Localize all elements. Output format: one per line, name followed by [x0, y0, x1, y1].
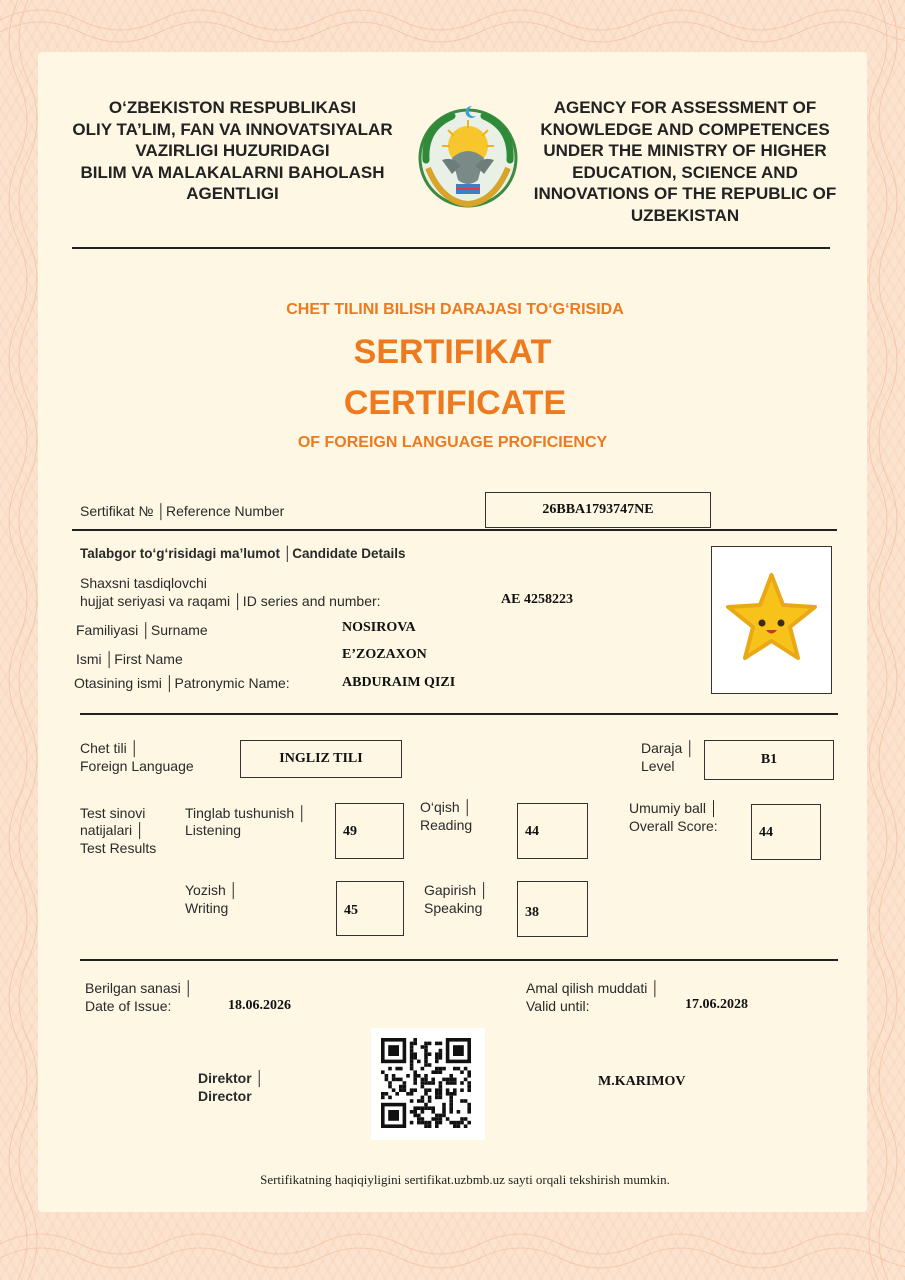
- language-value: INGLIZ TILI: [279, 751, 363, 766]
- header-left: [55, 97, 410, 205]
- director-label-line2: Director: [198, 1088, 252, 1104]
- level-box: [704, 740, 834, 780]
- header-right: [520, 97, 850, 226]
- issue-label-line2: Date of Issue:: [85, 998, 172, 1014]
- listening-value: 49: [343, 824, 357, 839]
- header-left-line: O‘ZBEKISTON RESPUBLIKASI: [108, 98, 357, 117]
- speaking-box: [517, 881, 588, 937]
- id-label-line2: hujjat seriyasi va raqami │ID series and number:: [80, 593, 381, 609]
- language-box: [240, 740, 402, 778]
- candidate-photo: [711, 546, 832, 694]
- valid-label-line2: Valid until:: [526, 998, 590, 1014]
- valid-value: 17.06.2028: [685, 997, 748, 1012]
- level-value: B1: [760, 752, 778, 767]
- id-label-line1: Shaxsni tasdiqlovchi: [80, 575, 207, 591]
- header-right-line: EDUCATION, SCIENCE AND: [572, 162, 798, 182]
- candidate-section-label: Talabgor to‘g‘risidagi ma’lumot │Candidate Details: [80, 546, 406, 561]
- level-label-line2: Level: [641, 758, 675, 774]
- header-left-line: VAZIRLIGI HUZURIDAGI: [135, 141, 330, 160]
- language-label-line1: Chet tili │: [80, 740, 140, 756]
- header-right-line: UZBEKISTAN: [630, 205, 740, 225]
- language-label-line2: Foreign Language: [80, 758, 194, 774]
- state-emblem-icon: [412, 100, 524, 212]
- overall-label-line2: Overall Score:: [629, 818, 718, 834]
- subtitle-uz: CHET TILINI BILISH DARAJASI TO‘G‘RISIDA: [286, 301, 624, 318]
- patronymic-value: ABDURAIM QIZI: [342, 675, 456, 690]
- results-label-line2: natijalari │: [80, 822, 145, 838]
- issue-value: 18.06.2026: [228, 998, 291, 1013]
- reference-box: [485, 492, 711, 528]
- results-label-line3: Test Results: [80, 840, 157, 856]
- reference-value: 26BBA1793747NE: [542, 502, 654, 517]
- first-name-value: E’ZOZAXON: [342, 647, 427, 662]
- header-right-line: KNOWLEDGE AND COMPETENCES: [540, 119, 830, 139]
- first-name-label: Ismi │First Name: [76, 651, 183, 667]
- reading-label-line1: O‘qish │: [420, 799, 473, 815]
- header-right-line: INNOVATIONS OF THE REPUBLIC OF: [533, 184, 837, 203]
- reading-label-line2: Reading: [420, 817, 473, 833]
- level-label-line1: Daraja │: [641, 740, 695, 756]
- divider: [80, 713, 838, 715]
- valid-label-line1: Amal qilish muddati │: [526, 980, 661, 996]
- header-left-line: OLIY TA’LIM, FAN VA INNOVATSIYALAR: [72, 119, 393, 139]
- title-en: CERTIFICATE: [343, 384, 567, 422]
- listening-label-line1: Tinglab tushunish │: [185, 805, 307, 821]
- overall-label-line1: Umumiy ball │: [629, 800, 719, 816]
- header-left-line: BILIM VA MALAKALARNI BAHOLASH: [80, 162, 385, 182]
- header-right-line: UNDER THE MINISTRY OF HIGHER: [543, 141, 827, 160]
- writing-label-line1: Yozish │: [185, 882, 239, 898]
- director-label-line1: Direktor │: [198, 1070, 265, 1086]
- divider: [72, 247, 830, 249]
- writing-label-line2: Writing: [185, 900, 229, 916]
- qr-code-icon: [371, 1028, 485, 1140]
- director-name: M.KARIMOV: [598, 1074, 686, 1089]
- patronymic-label: Otasining ismi │Patronymic Name:: [74, 675, 290, 691]
- overall-box: [751, 804, 821, 860]
- divider: [72, 529, 837, 531]
- surname-value: NOSIROVA: [342, 620, 416, 635]
- title-uz: SERTIFIKAT: [353, 333, 552, 371]
- listening-label-line2: Listening: [185, 822, 242, 838]
- surname-label: Familiyasi │Surname: [76, 622, 208, 638]
- qr-code: [371, 1028, 485, 1140]
- speaking-value: 38: [525, 905, 539, 920]
- smiling-star-icon: [712, 547, 831, 693]
- overall-value: 44: [759, 825, 773, 840]
- reading-value: 44: [525, 824, 539, 839]
- divider: [80, 959, 838, 961]
- id-value: AE 4258223: [501, 592, 573, 607]
- results-label-line1: Test sinovi: [80, 805, 146, 821]
- writing-value: 45: [344, 903, 358, 918]
- header-right-line: AGENCY FOR ASSESSMENT OF: [553, 98, 817, 117]
- speaking-label-line1: Gapirish │: [424, 882, 489, 898]
- subtitle-en: OF FOREIGN LANGUAGE PROFICIENCY: [297, 434, 608, 451]
- header-left-line: AGENTLIGI: [186, 184, 279, 203]
- reference-label: Sertifikat № │Reference Number: [80, 503, 285, 519]
- issue-label-line1: Berilgan sanasi │: [85, 980, 194, 996]
- listening-box: [335, 803, 404, 859]
- speaking-label-line2: Speaking: [424, 900, 483, 916]
- writing-box: [336, 881, 404, 936]
- reading-box: [517, 803, 588, 859]
- verification-note: Sertifikatning haqiqiyligini sertifikat.uzbmb.uz sayti orqali tekshirish mumkin.: [260, 1172, 670, 1187]
